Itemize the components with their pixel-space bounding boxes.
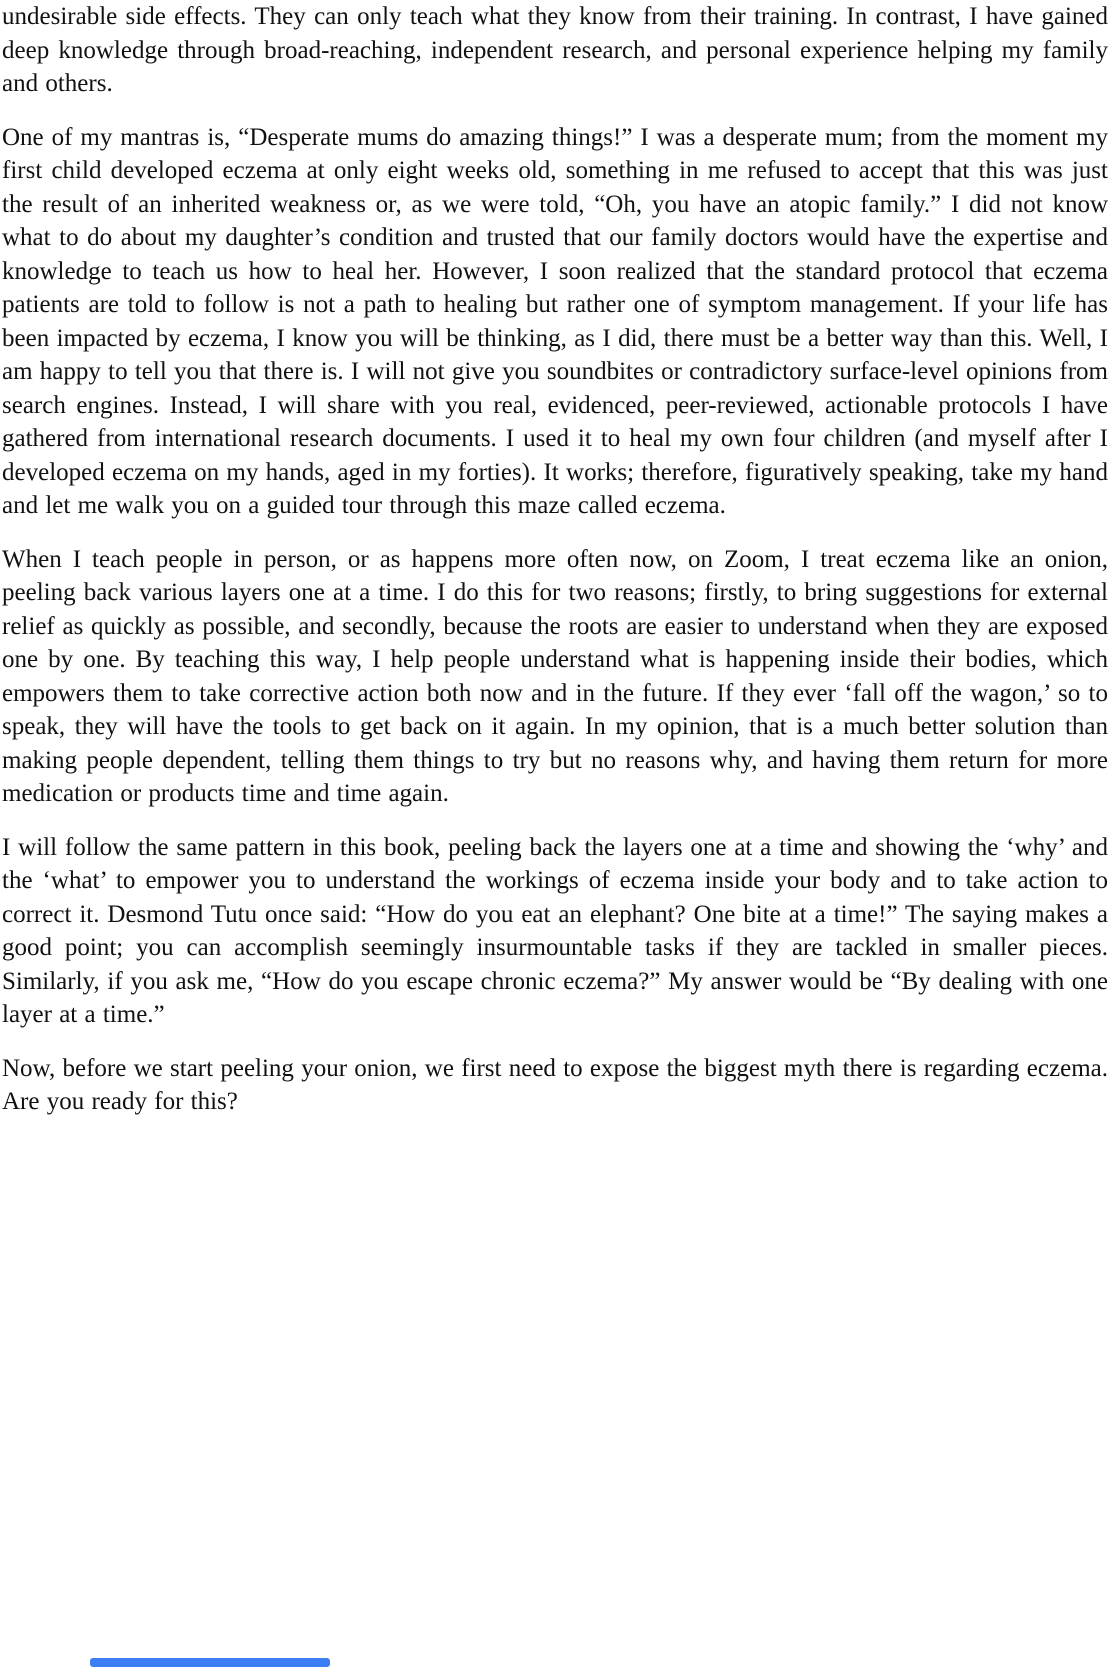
paragraph: Now, before we start peeling your onion, we first need to expose the biggest myth there is regarding eczema. Are you ready for this? — [2, 1054, 1108, 1115]
paragraph: undesirable side effects. They can only teach what they know from their training. In contrast, I have gained deep knowledge through broad-reaching, independent research, and personal experience helping my family and others. — [2, 3, 1108, 97]
paragraph: When I teach people in person, or as happens more often now, on Zoom, I treat eczema like an onion, peeling back various layers one at a time. I do this for two reasons; firstly, to bring suggestions for external relief as quickly as possible, and secondly, because the roots are easier to understand when they are exposed one by one. By teaching this way, I help people understand what is happening inside their bodies, which empowers them to take corrective action both now and in the future. If they ever ‘fall off the wagon,’ so to speak, they will have the tools to get back on it again. In my opinion, that is a much better solution than making people dependent, telling them things to try but no reasons why, and having them return for more medication or products time and time again. — [2, 545, 1108, 807]
paragraph: I will follow the same pattern in this book, peeling back the layers one at a time and showing the ‘why’ and the ‘what’ to empower you to understand the workings of eczema inside your body and to take action to correct it. Desmond Tutu once said: “How do you eat an elephant? One bite at a time!” The saying makes a good point; you can accomplish seemingly insurmountable tasks if they are tackled in smaller pieces. Similarly, if you ask me, “How do you escape chronic eczema?” My answer would be “By dealing with one layer at a time.” — [2, 833, 1108, 1028]
reading-progress-bar[interactable] — [90, 1658, 330, 1667]
book-text-body — [2, 0, 1108, 1119]
paragraph: One of my mantras is, “Desperate mums do amazing things!” I was a desperate mum; from the moment my first child developed eczema at only eight weeks old, something in me refused to accept that this was just the result of an inherited weakness or, as we were told, “Oh, you have an atopic family.” I did not know what to do about my daughter’s condition and trusted that our family doctors would have the expertise and knowledge to teach us how to heal her. However, I soon realized that the standard protocol that eczema patients are told to follow is not a path to healing but rather one of symptom management. If your life has been impacted by eczema, I know you will be thinking, as I did, there must be a better way than this. Well, I am happy to tell you that there is. I will not give you soundbites or contradictory surface-level opinions from search engines. Instead, I will share with you real, evidenced, peer-reviewed, actionable protocols I have gathered from international research documents. I used it to heal my own four children (and myself after I developed eczema on my hands, aged in my forties). It works; therefore, figuratively speaking, take my hand and let me walk you on a guided tour through this maze called eczema. — [2, 123, 1108, 519]
